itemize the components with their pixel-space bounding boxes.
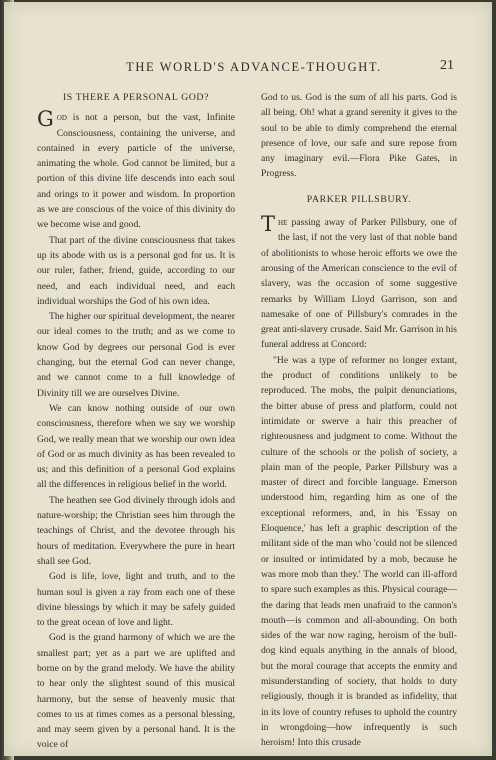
right-column — [261, 90, 457, 750]
book-page — [4, 2, 492, 756]
running-title: THE WORLD'S ADVANCE-THOUGHT. — [126, 60, 382, 74]
article-title-parker-pillsbury: PARKER PILLSBURY. — [306, 193, 412, 205]
article-paragraph: That part of the divine consciousness that takes up its abode with us is a personal god for us. It is our ruler, father, friend, guide, according to our need, and each individual need, and each individual worships the God of his own idea. — [37, 234, 235, 307]
article-paragraph — [261, 212, 457, 353]
article-paragraph: The higher our spiritual development, the nearer our ideal comes to the truth; and as we come to know God by degrees our personal God is ever changing, but the eternal God can never change, and we cannot come to a full knowledge of Divinity till we are ourselves Divine. — [37, 311, 235, 399]
lead-text: is not a person, but the vast, Infinite Consciousness, containing the universe, and contained in every particle of the universe, animating the whole. God cannot be limited, but a portion of this divine life descends into each soul and orings to it power and wisdom. In proportion as we are conscious of the voice of this divinity do we become wise and good. — [37, 112, 235, 231]
quote-paragraph: "He was a type of reformer no longer extant, the product of conditions unlikely to be reproduced. The mobs, the pulpit denunciations, the bitter abuse of press and platform, could not intimidate or swerve a hair this preacher of righteousness and judgment to come. Without the culture of the schools or the polish of society, a plain man of the people, Parker Pillsbury was a master of direct and forcible language. Emerson understood him, regarding him as one of the exceptional reformers, and, in his 'Essay on Eloquence,' has left a graphic description of the militant side of the man who 'could not be silenced or insulted or intimidated by a mob, because he was more mob than they.' The world can ill-afford to spare such examples as this. Physical courage—the daring that leads men unafraid to the cannon's mouth—is common and all-abounding. On both sides of the war now raging, heroism of the bull-dog kind equals anything in the annals of blood, but the moral courage that accepts the enmity and misunderstanding of society, that holds to duty religiously, though it is branded as infidelity, that in its love of country refuses to uphold the country in wrongdoing—how infrequently is such heroism! Into this crusade — [261, 354, 457, 749]
lead-small-caps: he — [278, 217, 288, 229]
article-paragraph: The heathen see God divinely through idols and nature-worship; the Christian sees him through the teachings of Christ, and the devotee through his hours of meditation. Everywhere the pure in heart shall see God. — [37, 494, 235, 567]
article-title-personal-god: IS THERE A PERSONAL GOD? — [62, 92, 210, 103]
page-number: 21 — [440, 58, 454, 73]
article-paragraph — [37, 107, 235, 232]
article-paragraph: God is the grand harmony of which we are the smallest part; yet as a part we are uplifted and borne on by the grand melody. We have the ability to hear only the slightest sound of this musical harmony, but the sense of heavenly music that comes to us at times comes as a personal blessing, and may seem given by a personal hand. It is the voice of — [37, 632, 235, 751]
drop-cap: G — [37, 107, 54, 132]
lead-small-caps: od — [56, 112, 67, 124]
article-paragraph-continued: God to us. God is the sum of all his parts. God is all being. Oh! what a grand serenity it gives to the soul to be able to dimly comprehend the eternal presence of love, our safe and sure repose from any imaginary evil.—Flora Pike Gates, in Progress. — [261, 92, 457, 180]
drop-cap: T — [261, 212, 276, 237]
article-paragraph: We can know nothing outside of our own consciousness, therefore when we say we worship God, we really mean that we worship our own idea of God or as much divinity as has been revealed to us; and this definition of a personal God explains all the differences in religious belief in the world. — [37, 402, 235, 491]
left-column — [37, 90, 235, 753]
lead-text: passing away of Parker Pillsbury, one of the last, if not the very last of that noble band of abolitionists to whose heroic efforts we owe the arousing of the American conscience to the evil of slavery, was the occasion of some suggestive remarks by William Lloyd Garrison, son and namesake of one of Pillsbury's comrades in the great anti-slavery crusade. Said Mr. Garrison in his funeral address at Concord: — [261, 217, 457, 351]
article-paragraph: God is life, love, light and truth, and to the human soul is given a ray from each one of these divine blessings by which it may be safely guided to the great ocean of love and light. — [37, 571, 235, 629]
running-header — [34, 60, 480, 78]
